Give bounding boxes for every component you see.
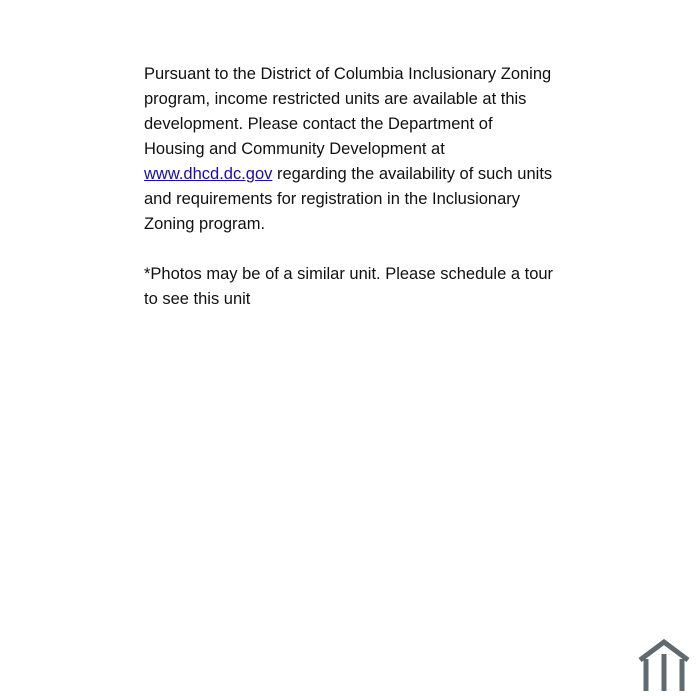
photo-disclaimer: *Photos may be of a similar unit. Please schedule a tour to see this unit — [144, 265, 554, 308]
notice-content — [144, 62, 554, 337]
home-icon — [636, 638, 692, 694]
notice-text-before-link: Pursuant to the District of Columbia Inclusionary Zoning program, income restricted units are available at this development. Please contact the Department of Housing and Community Development at — [144, 65, 552, 158]
inclusionary-zoning-notice — [144, 62, 554, 237]
dhcd-website-link[interactable]: www.dhcd.dc.gov — [144, 165, 273, 183]
notice-text-after-link: regarding the availability of such units and requirements for registration in the Inclusionary Zoning program. — [144, 165, 553, 233]
